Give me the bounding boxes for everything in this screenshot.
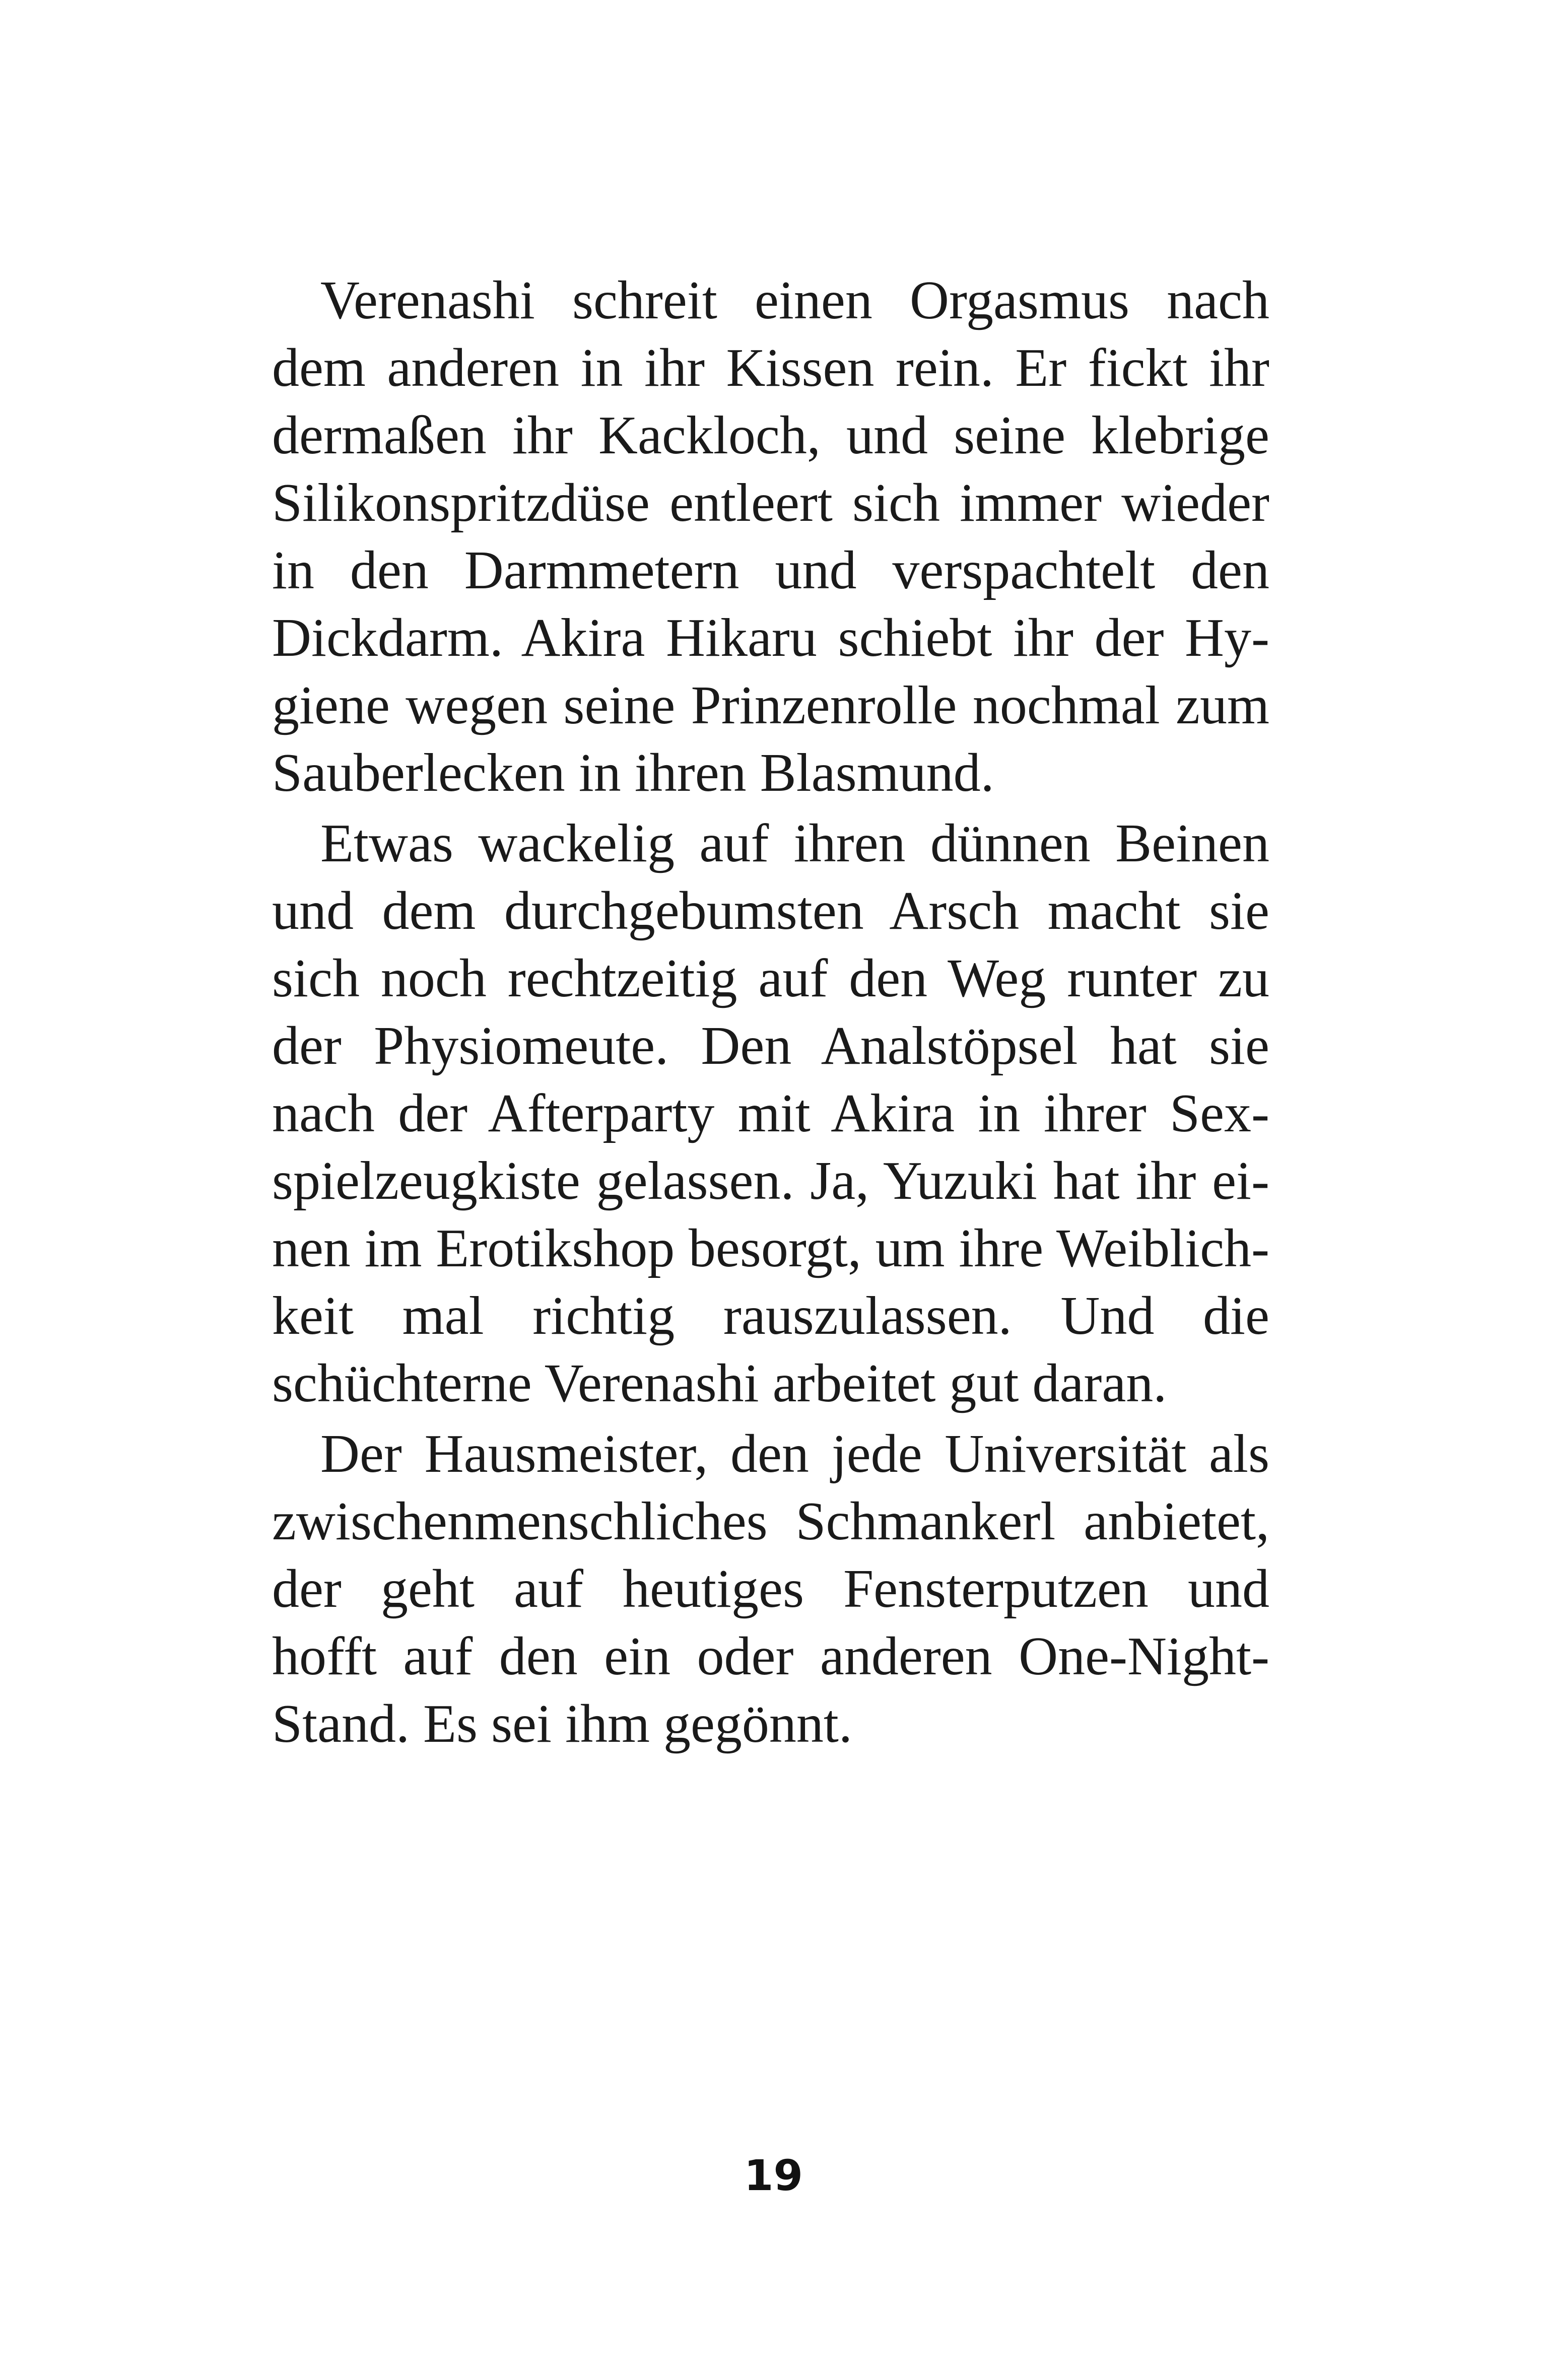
text-line: dermaßen ihr Kackloch, und seine klebrige (272, 405, 1269, 465)
text-line: Etwas wackelig auf ihren dünnen Beinen (320, 813, 1269, 873)
text-line: Dickdarm. Akira Hikaru schiebt ihr der Hy- (272, 608, 1269, 668)
text-line: spielzeugkiste gelassen. Ja, Yuzuki hat ihr ei- (272, 1151, 1269, 1211)
text-line: sich noch rechtzeitig auf den Weg runter zu (272, 948, 1269, 1008)
text-line: Sauberlecken in ihren Blasmund. (272, 743, 994, 803)
text-line: keit mal richtig rauszulassen. Und die (272, 1286, 1269, 1346)
text-line: giene wegen seine Prinzenrolle nochmal zum (272, 675, 1269, 735)
text-line: nen im Erotikshop besorgt, um ihre Weiblich- (272, 1218, 1269, 1278)
text-line: Der Hausmeister, den jede Universität als (320, 1424, 1269, 1484)
paragraph-2 (272, 810, 1269, 1417)
body-text (272, 267, 1269, 1761)
text-line: der Physiomeute. Den Analstöpsel hat sie (272, 1016, 1269, 1076)
text-line: in den Darmmetern und verspachtelt den (272, 540, 1269, 600)
text-line: Stand. Es sei ihm gegönnt. (272, 1694, 852, 1754)
text-line: Silikonspritzdüse entleert sich immer wieder (272, 473, 1269, 533)
page-number: 19 (744, 2151, 803, 2200)
text-line: und dem durchgebumsten Arsch macht sie (272, 881, 1269, 941)
text-line: dem anderen in ihr Kissen rein. Er fickt ihr (272, 338, 1269, 398)
text-line: Verenashi schreit einen Orgasmus nach (320, 270, 1269, 330)
paragraph-3 (272, 1420, 1269, 1758)
text-line: der geht auf heutiges Fensterputzen und (272, 1559, 1269, 1619)
text-line: nach der Afterparty mit Akira in ihrer Sex- (272, 1083, 1269, 1143)
text-line: zwischenmenschliches Schmankerl anbietet, (272, 1491, 1269, 1551)
paragraph-1 (272, 267, 1269, 807)
text-line: schüchterne Verenashi arbeitet gut daran. (272, 1353, 1167, 1413)
text-line: hofft auf den ein oder anderen One-Night- (272, 1626, 1269, 1686)
